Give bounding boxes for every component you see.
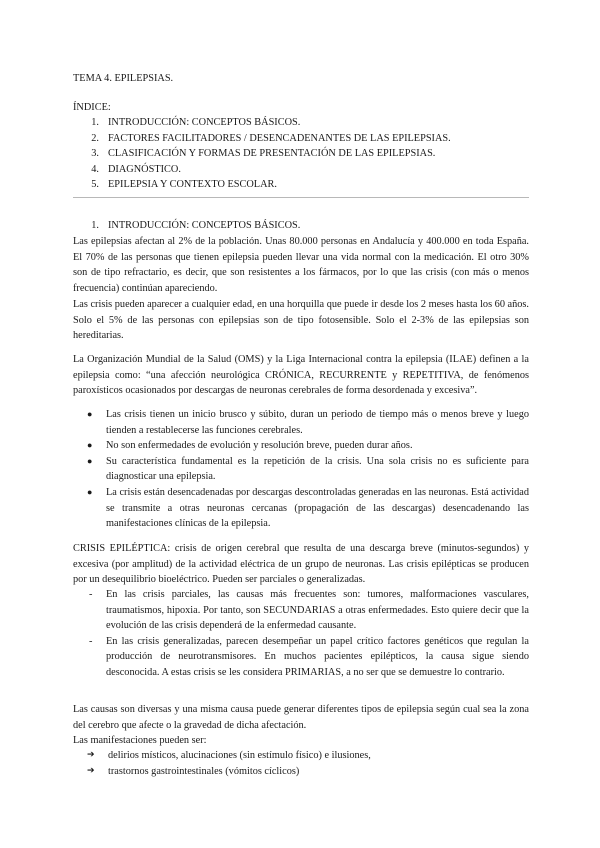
list-item [73,407,529,438]
characteristics-list [73,407,529,532]
index-item-number: 1. [91,117,99,128]
dash-icon: - [89,589,93,600]
list-item-text: No son enfermedades de evolución y resolución breve, pueden durar años. [106,440,413,452]
bullet-icon: ● [87,409,93,419]
paragraph-definition: La Organización Mundial de la Salud (OMS) y la Liga Internacional contra la epilepsia (ILAE) definen a la epilepsia como: “una afección neurológica CRÓNICA, RECURRENTE y REPETITIVA, de fenómenos paroxísticos ocasionados por descargas de neuronas cerebrales de forma desordenada y excesiva”. [73,354,529,397]
bullet-icon: ● [87,455,93,466]
paragraph-manifestations: Las manifestaciones pueden ser: [73,735,207,746]
crisis-types-list [73,587,529,681]
list-item [73,454,529,485]
index-item [73,162,529,178]
bullet-icon: ● [87,486,93,497]
horizontal-divider [73,197,529,198]
list-item [73,748,529,764]
index-item [73,146,529,162]
section-title: INTRODUCCIÓN: CONCEPTOS BÁSICOS. [108,220,301,231]
section-heading [73,218,529,234]
paragraph-prevalence: Las epilepsias afectan al 2% de la población. Unas 80.000 personas en Andalucía y 400.000 en toda España. El 70% de las personas que tienen epilepsia pueden llevar una vida normal con la medicación. El otro 30% son de tipo refractario, es decir, que son resistentes a los fármacos, por lo que las crisis (con más o menos frecuencia) continúan apareciendo. [73,236,529,294]
document-title: TEMA 4. EPILEPSIAS. [73,73,174,84]
index-item [73,131,529,147]
dash-icon: - [89,635,93,647]
list-item-text: trastornos gastrointestinales (vómitos cíclicos) [108,765,300,777]
list-item [73,764,529,780]
list-item [73,587,529,634]
index-item-number: 2. [91,132,99,144]
bullet-icon: ● [87,440,93,451]
list-item-text: La crisis están desencadenadas por descargas descontroladas generadas en las neuronas. Está actividad se transmite a otras neuronas cercanas (propagación de las descargas) desencadenando las manifestaciones clínicas de la epilepsia. [106,486,529,530]
list-item [73,438,529,454]
list-item-text: Su característica fundamental es la repetición de la crisis. Una sola crisis no es suficiente para diagnosticar una epilepsia. [106,455,529,483]
index-item [73,177,529,193]
list-item [73,634,529,681]
paragraph-epileptic-crisis: CRISIS EPILÉPTICA: crisis de origen cerebral que resulta de una descarga breve (minutos-segundos) y excesiva (por amplitud) de la actividad eléctrica de un grupo de neuronas. Las crisis epilépticas se producen por un desequilibrio bioeléctrico. Pueden ser parciales o generalizadas. [73,543,529,586]
index-item-number: 4. [91,163,99,175]
manifestations-list [73,748,529,779]
index-item-number: 5. [91,179,99,191]
index-item-label: FACTORES FACILITADORES / DESENCADENANTES DE LAS EPILEPSIAS. [108,132,451,144]
index-item-label: CLASIFICACIÓN Y FORMAS DE PRESENTACIÓN DE LAS EPILEPSIAS. [108,148,436,160]
list-item-text: Las crisis tienen un inicio brusco y súbito, duran un periodo de tiempo más o menos breve y luego tienden a restablecerse las funciones cerebrales. [106,409,529,436]
list-item-text: delirios místicos, alucinaciones (sin estímulo físico) e ilusiones, [108,750,371,761]
index-item-number: 3. [91,148,99,160]
paragraph-onset-age: Las crisis pueden aparecer a cualquier edad, en una horquilla que puede ir desde los 2 meses hasta los 60 años. Solo el 5% de las personas con epilepsias son de tipo fotosensible. Solo el 2-3% de las epilepsias son hereditarias. [73,299,529,342]
section-number: 1. [91,220,99,231]
list-item-text: En las crisis parciales, las causas más frecuentes son: tumores, malformaciones vasculares, traumatismos, hipoxia. Por tanto, son SECUNDARIAS a otras enfermedades. Esto quiere decir que la evolución de las crisis dependerá de la enfermedad causante. [106,589,529,632]
list-item-text: En las crisis generalizadas, parecen desempeñar un papel crítico factores genéticos que regulan la producción de neurotransmisores. En muchos pacientes epilépticos, la causa sigue siendo desconocida. A estas crisis se les considera PRIMARIAS, a no ser que se demuestre lo contrario. [106,635,529,678]
index-item [73,115,529,131]
index-item-label: INTRODUCCIÓN: CONCEPTOS BÁSICOS. [108,117,301,128]
index-item-label: EPILEPSIA Y CONTEXTO ESCOLAR. [108,179,277,191]
arrow-right-icon: ➔ [87,765,95,776]
paragraph-causes: Las causas son diversas y una misma causa puede generar diferentes tipos de epilepsia según cual sea la zona del cerebro que afecte o la gravedad de dicha afectación. [73,704,529,731]
index-heading: ÍNDICE: [73,102,111,113]
list-item [73,485,529,532]
index-list [73,115,529,193]
index-item-label: DIAGNÓSTICO. [108,163,181,175]
arrow-right-icon: ➔ [87,750,95,760]
